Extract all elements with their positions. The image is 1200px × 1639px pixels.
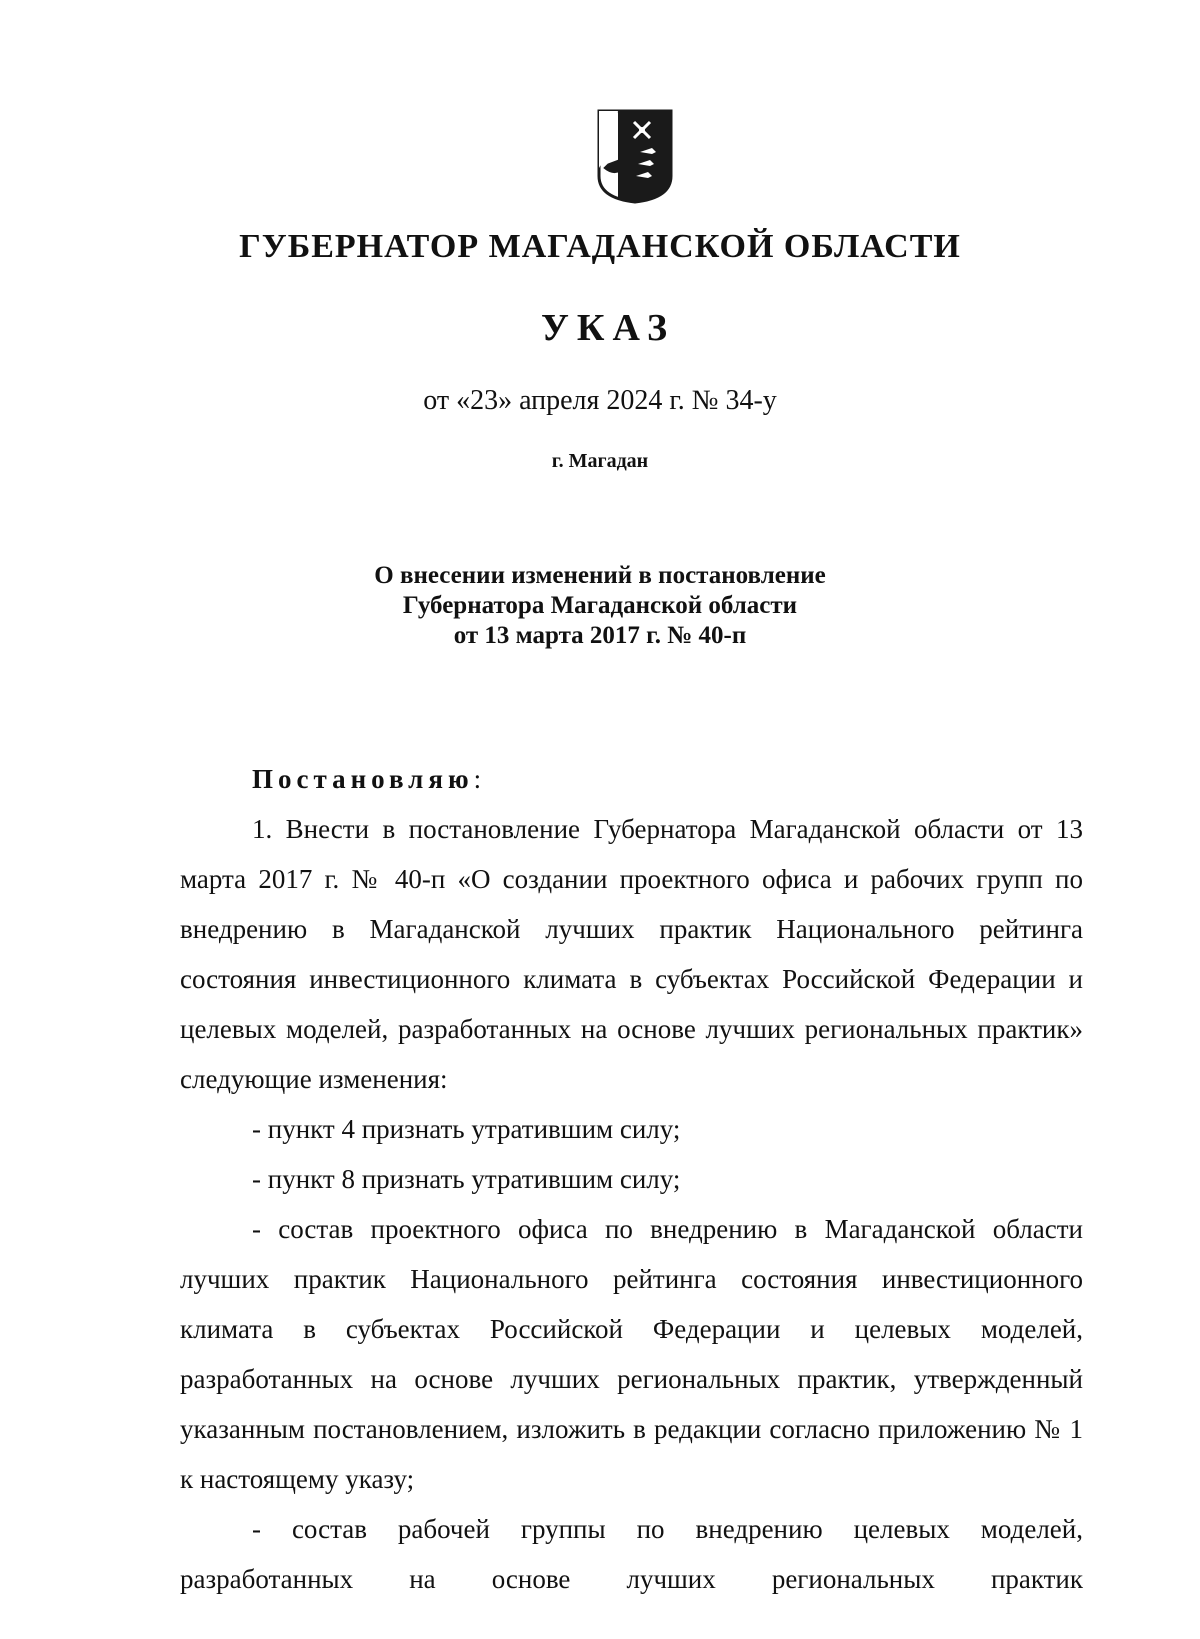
- paragraph-4: - состав проектного офиса по внедрению в Магаданской области лучших практик Национального рейтинга состояния инвестиционного климата в субъектах Российской Федерации и целевых моделей, разработанных на основе лучших региональных практик, утвержденный указанным постановлением, изложить в редакции согласно приложению № 1 к настоящему указу;: [180, 1214, 1083, 1494]
- paragraph-5: - состав рабочей группы по внедрению целевых моделей, разработанных на основе лучших региональных практик: [180, 1514, 1083, 1594]
- document-date-number: от «23» апреля 2024 г. № 34-у: [423, 385, 777, 416]
- decree-verb-word: Постановляю: [252, 764, 474, 794]
- document-type: УКАЗ: [541, 307, 675, 349]
- coat-of-arms-icon: [596, 108, 674, 204]
- subject-line-2: Губернатора Магаданской области: [402, 592, 798, 619]
- paragraph-1: 1. Внести в постановление Губернатора Магаданской области от 13 марта 2017 г. № 40-п «О создании проектного офиса и рабочих групп по внедрению в Магаданской лучших практик Национального рейтинга состояния инвестиционного климата в субъектах Российской Федерации и целевых моделей, разработанных на основе лучших региональных практик» следующие изменения:: [180, 814, 1083, 1094]
- paragraph-2: - пункт 4 признать утратившим силу;: [252, 1114, 681, 1144]
- decree-verb: [180, 754, 1083, 804]
- shield-dark-field: [618, 111, 671, 202]
- paragraph-3: - пункт 8 признать утратившим силу;: [252, 1164, 681, 1194]
- subject-line-1: О внесении изменений в постановление: [374, 562, 826, 589]
- subject-line-3: от 13 марта 2017 г. № 40-п: [453, 622, 747, 649]
- decree-verb-colon: :: [473, 764, 482, 794]
- document-subject: [0, 561, 1200, 651]
- document-body: [180, 754, 1083, 1604]
- document-city: г. Магадан: [551, 450, 649, 472]
- issuing-authority: ГУБЕРНАТОР МАГАДАНСКОЙ ОБЛАСТИ: [239, 228, 961, 265]
